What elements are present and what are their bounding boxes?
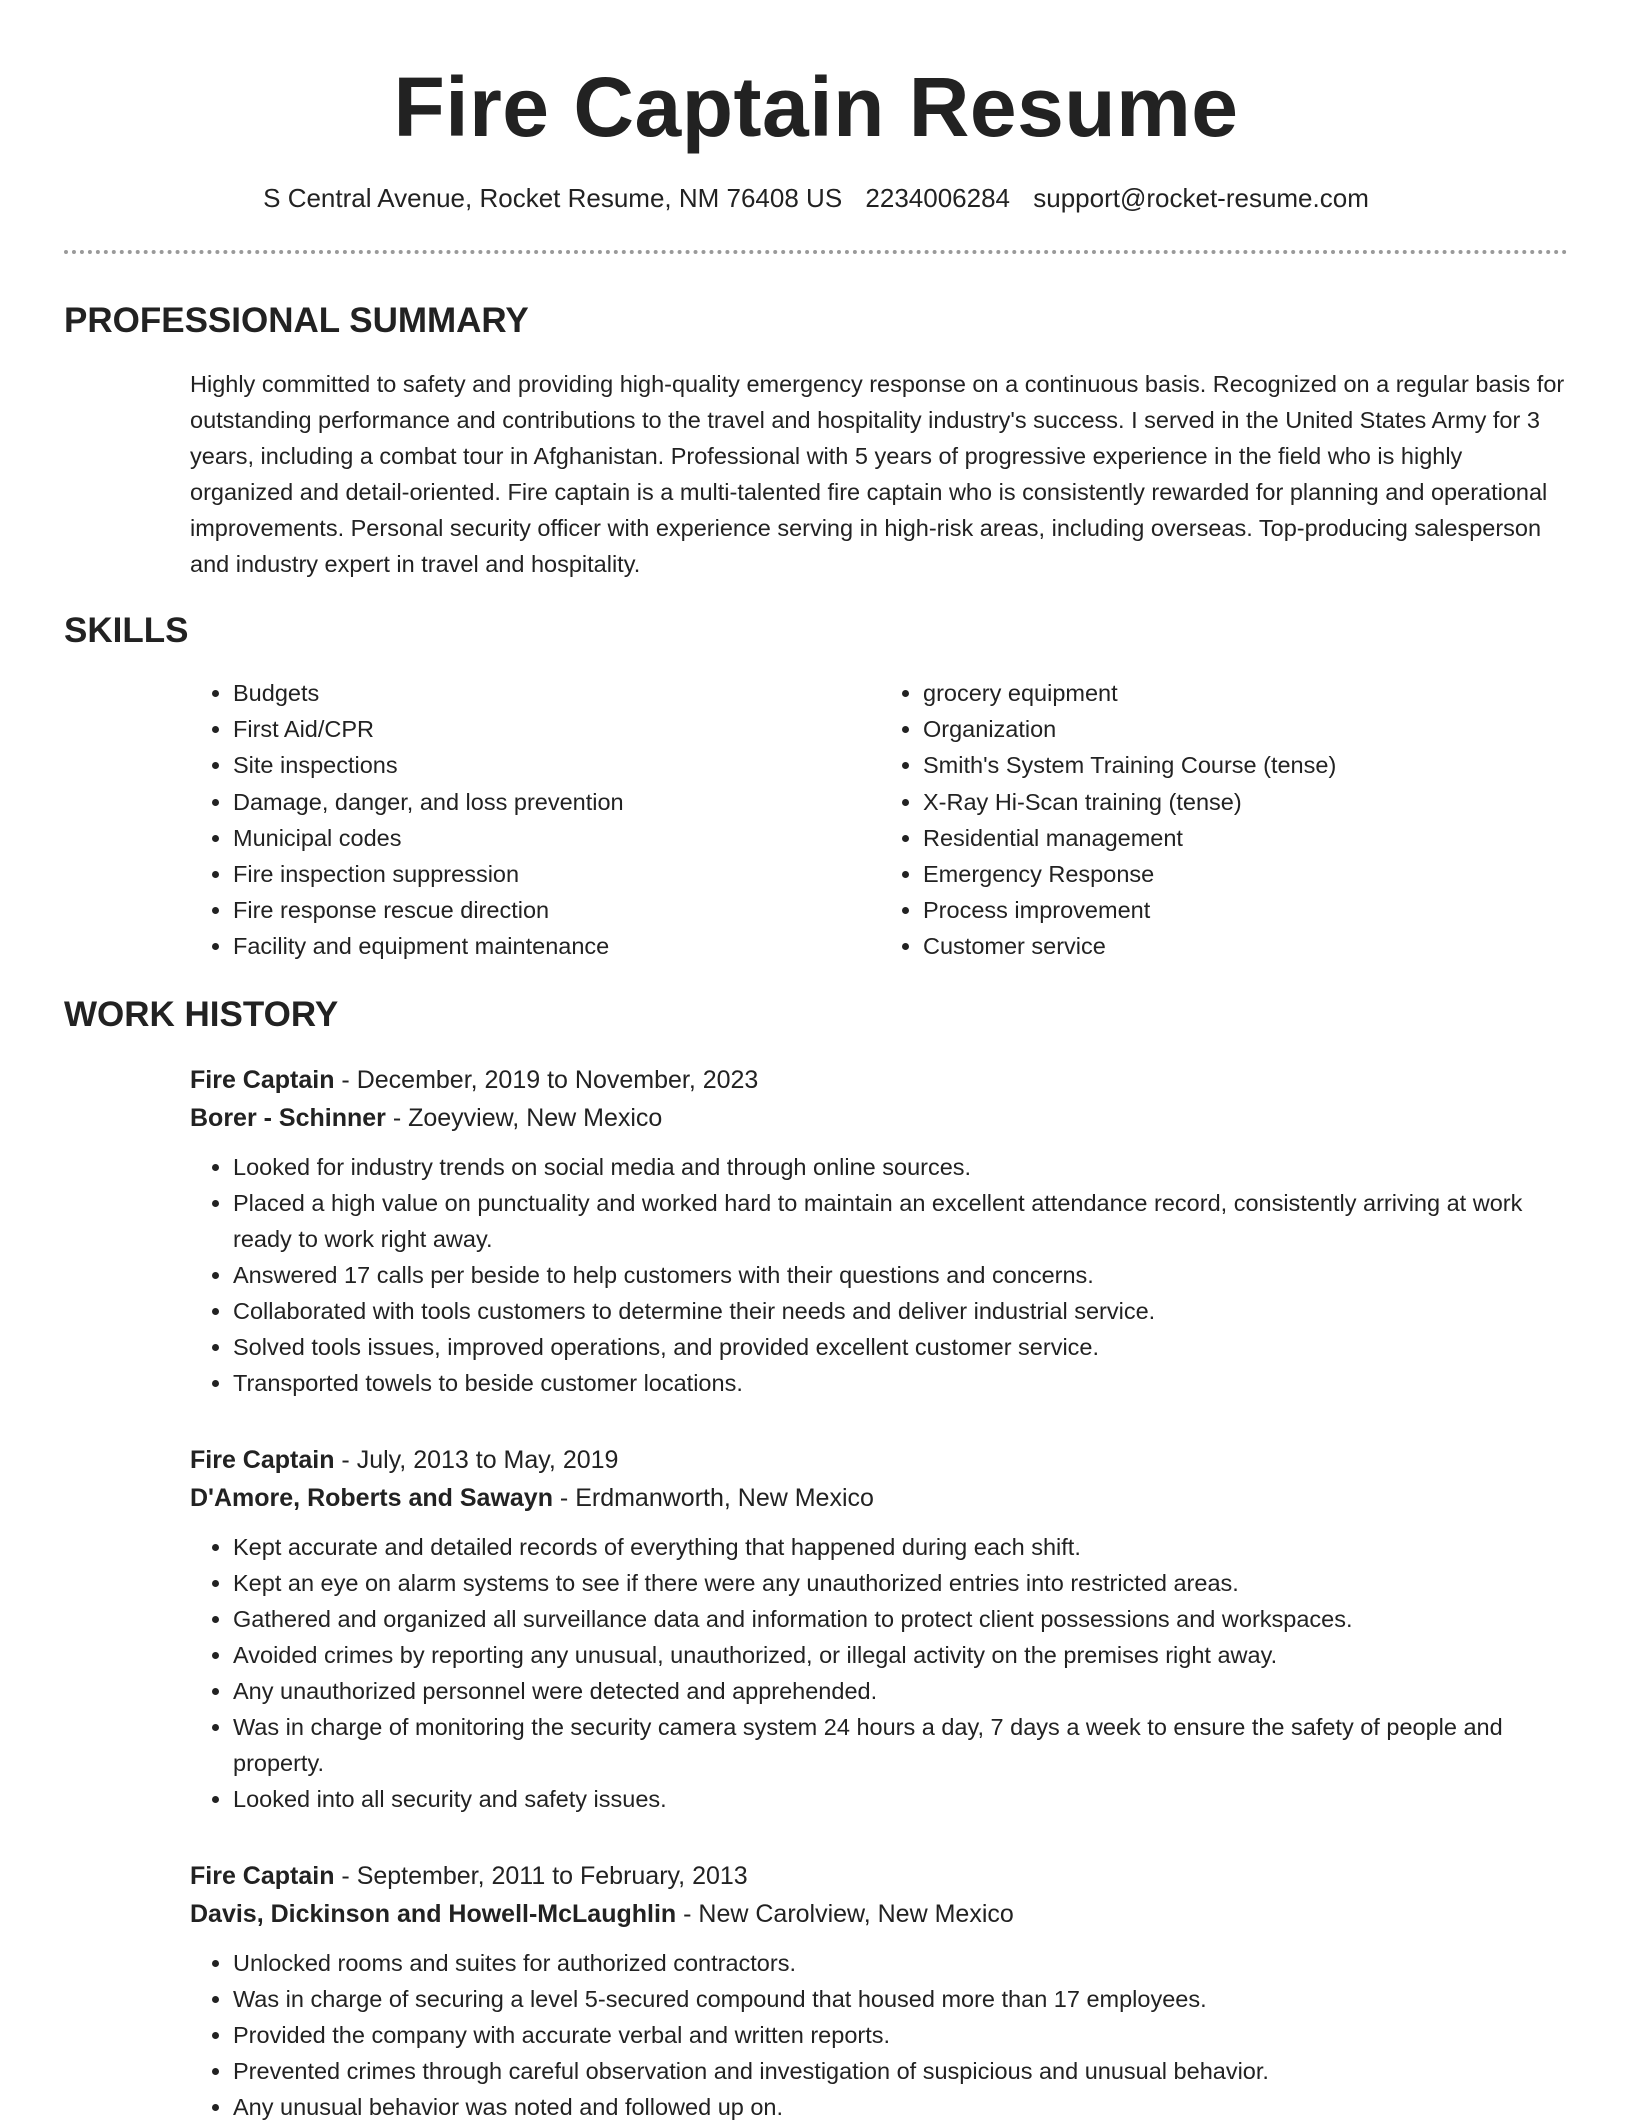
- skill-item: • Municipal codes: [233, 820, 880, 856]
- duty-item: • Answered 17 calls per beside to help customers with their questions and concerns.: [233, 1257, 1570, 1293]
- duty-item: • Looked into all security and safety issues.: [233, 1781, 1570, 1817]
- job-entry: [190, 1857, 1570, 2125]
- job-title: Fire Captain: [190, 1066, 335, 1094]
- duty-item: • Prevented crimes through careful observation and investigation of suspicious and unusual behavior.: [233, 2053, 1570, 2089]
- job-title-line: [190, 1061, 1570, 1099]
- summary-text: Highly committed to safety and providing high-quality emergency response on a continuous basis. Recognized on a regular basis for outstanding performance and contributions to the travel and hospitality industry's success. I served in the United States Army for 3 years, including a combat tour in Afghanistan. Professional with 5 years of progressive experience in the field who is highly organized and detail-oriented. Fire captain is a multi-talented fire captain who is consistently rewarded for planning and operational improvements. Personal security officer with experience serving in high-risk areas, including overseas. Top-producing salesperson and industry expert in travel and hospitality.: [190, 371, 1565, 577]
- contact-phone: 2234006284: [865, 183, 1011, 213]
- job-dates: - September, 2011 to February, 2013: [334, 1862, 748, 1890]
- job-company: D'Amore, Roberts and Sawayn: [190, 1484, 553, 1512]
- job-entry: [190, 1441, 1570, 1817]
- skill-item: • Emergency Response: [923, 856, 1570, 892]
- skill-item: • Damage, danger, and loss prevention: [233, 784, 880, 820]
- job-company: Davis, Dickinson and Howell-McLaughlin: [190, 1900, 677, 1928]
- job-company-line: [190, 1099, 1570, 1137]
- skill-item: • Organization: [923, 711, 1570, 747]
- skills-heading: SKILLS: [64, 611, 189, 650]
- duty-item: • Transported towels to beside customer locations.: [233, 1365, 1570, 1401]
- summary-heading: PROFESSIONAL SUMMARY: [64, 301, 529, 340]
- job-dates: - July, 2013 to May, 2019: [334, 1446, 619, 1474]
- skills-column-right: [880, 675, 1570, 965]
- contact-email: support@rocket-resume.com: [1033, 183, 1369, 213]
- duty-item: • Collaborated with tools customers to determine their needs and deliver industrial service.: [233, 1293, 1570, 1329]
- duty-item: • Gathered and organized all surveillance data and information to protect client possessions and workspaces.: [233, 1601, 1570, 1637]
- skill-item: • grocery equipment: [923, 675, 1570, 711]
- job-company-line: [190, 1895, 1570, 1933]
- skill-item: • Fire inspection suppression: [233, 856, 880, 892]
- duty-item: • Kept an eye on alarm systems to see if there were any unauthorized entries into restricted areas.: [233, 1565, 1570, 1601]
- job-title: Fire Captain: [190, 1446, 335, 1474]
- skill-item: • Smith's System Training Course (tense): [923, 747, 1570, 783]
- job-location: - Erdmanworth, New Mexico: [552, 1484, 874, 1512]
- duty-item: • Was in charge of securing a level 5-secured compound that housed more than 17 employees.: [233, 1981, 1570, 2017]
- skills-column-left: [190, 675, 880, 965]
- duty-item: • Kept accurate and detailed records of everything that happened during each shift.: [233, 1529, 1570, 1565]
- duty-item: • Unlocked rooms and suites for authorized contractors.: [233, 1945, 1570, 1981]
- header-divider: [64, 250, 1568, 254]
- job-duties: [190, 1149, 1570, 1401]
- job-company-line: [190, 1479, 1570, 1517]
- job-title-line: [190, 1857, 1570, 1895]
- duty-item: • Any unauthorized personnel were detected and apprehended.: [233, 1673, 1570, 1709]
- job-location: - New Carolview, New Mexico: [676, 1900, 1014, 1928]
- duty-item: • Provided the company with accurate verbal and written reports.: [233, 2017, 1570, 2053]
- duty-item: • Looked for industry trends on social media and through online sources.: [233, 1149, 1570, 1185]
- job-title-line: [190, 1441, 1570, 1479]
- skill-item: • Process improvement: [923, 892, 1570, 928]
- job-title: Fire Captain: [190, 1862, 335, 1890]
- duty-item: • Any unusual behavior was noted and followed up on.: [233, 2089, 1570, 2125]
- skill-item: • Facility and equipment maintenance: [233, 928, 880, 964]
- job-entry: [190, 1061, 1570, 1401]
- skill-item: • Fire response rescue direction: [233, 892, 880, 928]
- contact-line: [0, 180, 1632, 216]
- skill-item: • Budgets: [233, 675, 880, 711]
- page-title: Fire Captain Resume: [393, 60, 1239, 154]
- job-duties: [190, 1945, 1570, 2125]
- duty-item: • Was in charge of monitoring the security camera system 24 hours a day, 7 days a week to ensure the safety of people and property.: [233, 1709, 1570, 1781]
- job-dates: - December, 2019 to November, 2023: [334, 1066, 759, 1094]
- duty-item: • Solved tools issues, improved operations, and provided excellent customer service.: [233, 1329, 1570, 1365]
- contact-address: S Central Avenue, Rocket Resume, NM 76408 US: [263, 183, 843, 213]
- job-location: - Zoeyview, New Mexico: [385, 1104, 663, 1132]
- job-company: Borer - Schinner: [190, 1104, 386, 1132]
- skill-item: • First Aid/CPR: [233, 711, 880, 747]
- work-history-heading: WORK HISTORY: [64, 995, 339, 1034]
- duty-item: • Placed a high value on punctuality and worked hard to maintain an excellent attendance record, consistently arriving at work ready to work right away.: [233, 1185, 1570, 1257]
- duty-item: • Avoided crimes by reporting any unusual, unauthorized, or illegal activity on the premises right away.: [233, 1637, 1570, 1673]
- skill-item: • Customer service: [923, 928, 1570, 964]
- skill-item: • X-Ray Hi-Scan training (tense): [923, 784, 1570, 820]
- skills-list: [190, 675, 1570, 965]
- job-duties: [190, 1529, 1570, 1817]
- skill-item: • Residential management: [923, 820, 1570, 856]
- skill-item: • Site inspections: [233, 747, 880, 783]
